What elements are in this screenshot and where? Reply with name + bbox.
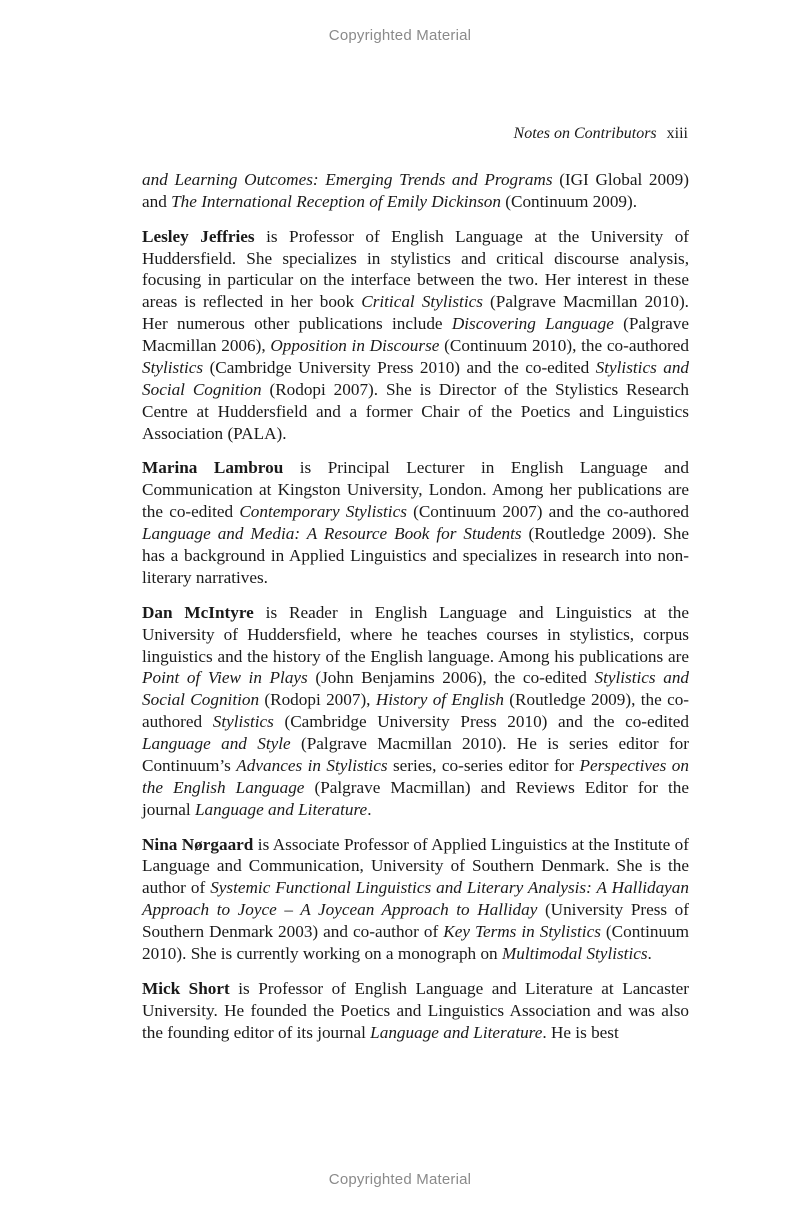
italic-title: Perspectives on the English Language — [142, 756, 689, 797]
italic-title: Language and Style — [142, 734, 291, 754]
body-text: . — [367, 799, 372, 819]
body-text: (Continuum 2007) and the co-authored — [406, 502, 689, 522]
italic-title: Language and Literature — [194, 799, 368, 819]
contributor-name: Mick Short — [142, 978, 230, 998]
italic-title: Contemporary Stylistics — [239, 502, 407, 522]
body-text: (Rodopi 2007). She is Director of the Stylistics Research Centre at Huddersfield and a former Chair of the Poetics and Linguistics Association (PALA). — [142, 379, 690, 443]
body-text: (Palgrave Macmillan 2006), — [142, 314, 689, 356]
body-text: is Professor of English Language and Literature at Lancaster University. He founded the Poetics and Linguistics Association and was also the founding editor of its journal — [142, 978, 689, 1042]
copyright-watermark-bottom: Copyrighted Material — [328, 1171, 472, 1188]
italic-title: Point of View in Plays — [142, 668, 308, 688]
contributor-name: Nina Nørgaard — [142, 834, 254, 854]
contributor-paragraph — [142, 978, 689, 1044]
copyright-watermark-top: Copyrighted Material — [328, 27, 472, 44]
contributor-name: Lesley Jeffries — [142, 226, 255, 246]
body-text: (IGI Global 2009) and — [142, 170, 689, 211]
body-text: (Routledge 2009), the co-authored — [142, 690, 690, 732]
italic-title: and Learning Outcomes: Emerging Trends and Programs — [142, 170, 553, 189]
running-head — [514, 125, 688, 143]
italic-title: Multimodal Stylistics — [501, 944, 648, 964]
body-text: (Cambridge University Press 2010) and the co-edited — [203, 358, 596, 378]
italic-title: Stylistics — [212, 712, 274, 732]
body-text: is Associate Professor of Applied Linguistics at the Institute of Language and Communication, University of Southern Denmark. She is the author of — [142, 834, 689, 898]
page-number: xiii — [666, 125, 688, 142]
italic-title: The International Reception of Emily Dickinson — [171, 191, 501, 211]
body-text: (Continuum 2010). She is currently working on a monograph on — [142, 922, 690, 964]
body-text: is Principal Lecturer in English Language and Communication at Kingston University, London. Among her publications are the co-edited — [142, 458, 689, 522]
body-text: is Reader in English Language and Linguistics at the University of Huddersfield, where he teaches courses in stylistics, corpus linguistics and the history of the English language. Among his publications are — [142, 602, 689, 666]
contributor-paragraph — [142, 169, 689, 213]
body-text: (Routledge 2009). She has a background in Applied Linguistics and specializes in research into non-literary narratives. — [142, 524, 689, 587]
italic-title: Discovering Language — [451, 314, 614, 334]
italic-title: Systemic Functional Linguistics and Literary Analysis: A Hallidayan Approach to Joyce – A Joycean Approach to Halliday — [142, 878, 689, 920]
italic-title: Stylistics and Social Cognition — [142, 358, 690, 399]
italic-title: Language and Media: A Resource Book for Students — [142, 524, 522, 544]
italic-title: Key Terms in Stylistics — [443, 922, 601, 942]
body-text: . He is best — [542, 1022, 619, 1042]
body-text: (Palgrave Macmillan 2010). Her numerous other publications include — [142, 292, 689, 334]
body-text: (Cambridge University Press 2010) and the co-edited — [273, 712, 690, 732]
italic-title: Critical Stylistics — [361, 292, 483, 312]
body-text: is Professor of English Language at the University of Huddersfield. She specializes in stylistics and critical discourse analysis, focusing in particular on the interface between the two. Her interest in these areas is reflected in her book — [142, 226, 690, 312]
italic-title: Stylistics — [142, 358, 204, 378]
contributor-paragraph — [142, 457, 689, 588]
body-text: . — [647, 944, 652, 964]
contributor-paragraph — [142, 602, 689, 821]
contributor-name: Marina Lambrou — [142, 458, 284, 478]
italic-title: Advances in Stylistics — [236, 756, 388, 776]
body-text: (University Press of Southern Denmark 2003) and co-author of — [142, 900, 689, 942]
body-text: (Palgrave Macmillan) and Reviews Editor for the journal — [142, 777, 689, 819]
italic-title: Stylistics and Social Cognition — [142, 668, 690, 710]
contributor-paragraph — [142, 226, 689, 445]
body-text: (Continuum 2010), the co-authored — [439, 336, 689, 356]
contributor-paragraph — [142, 834, 689, 965]
running-head-title: Notes on Contributors — [513, 125, 657, 142]
italic-title: Language and Literature — [370, 1022, 543, 1042]
contributor-name: Dan McIntyre — [142, 602, 254, 622]
body-text: series, co-series editor for — [387, 756, 580, 776]
body-text: (Rodopi 2007), — [259, 690, 376, 710]
italic-title: Opposition in Discourse — [270, 336, 440, 356]
contributors-text — [142, 169, 689, 1056]
italic-title: History of English — [375, 690, 504, 710]
body-text: (Continuum 2009). — [500, 191, 638, 211]
body-text: (John Benjamins 2006), the co-edited — [307, 668, 595, 688]
body-text: (Palgrave Macmillan 2010). He is series editor for Continuum’s — [142, 734, 689, 776]
